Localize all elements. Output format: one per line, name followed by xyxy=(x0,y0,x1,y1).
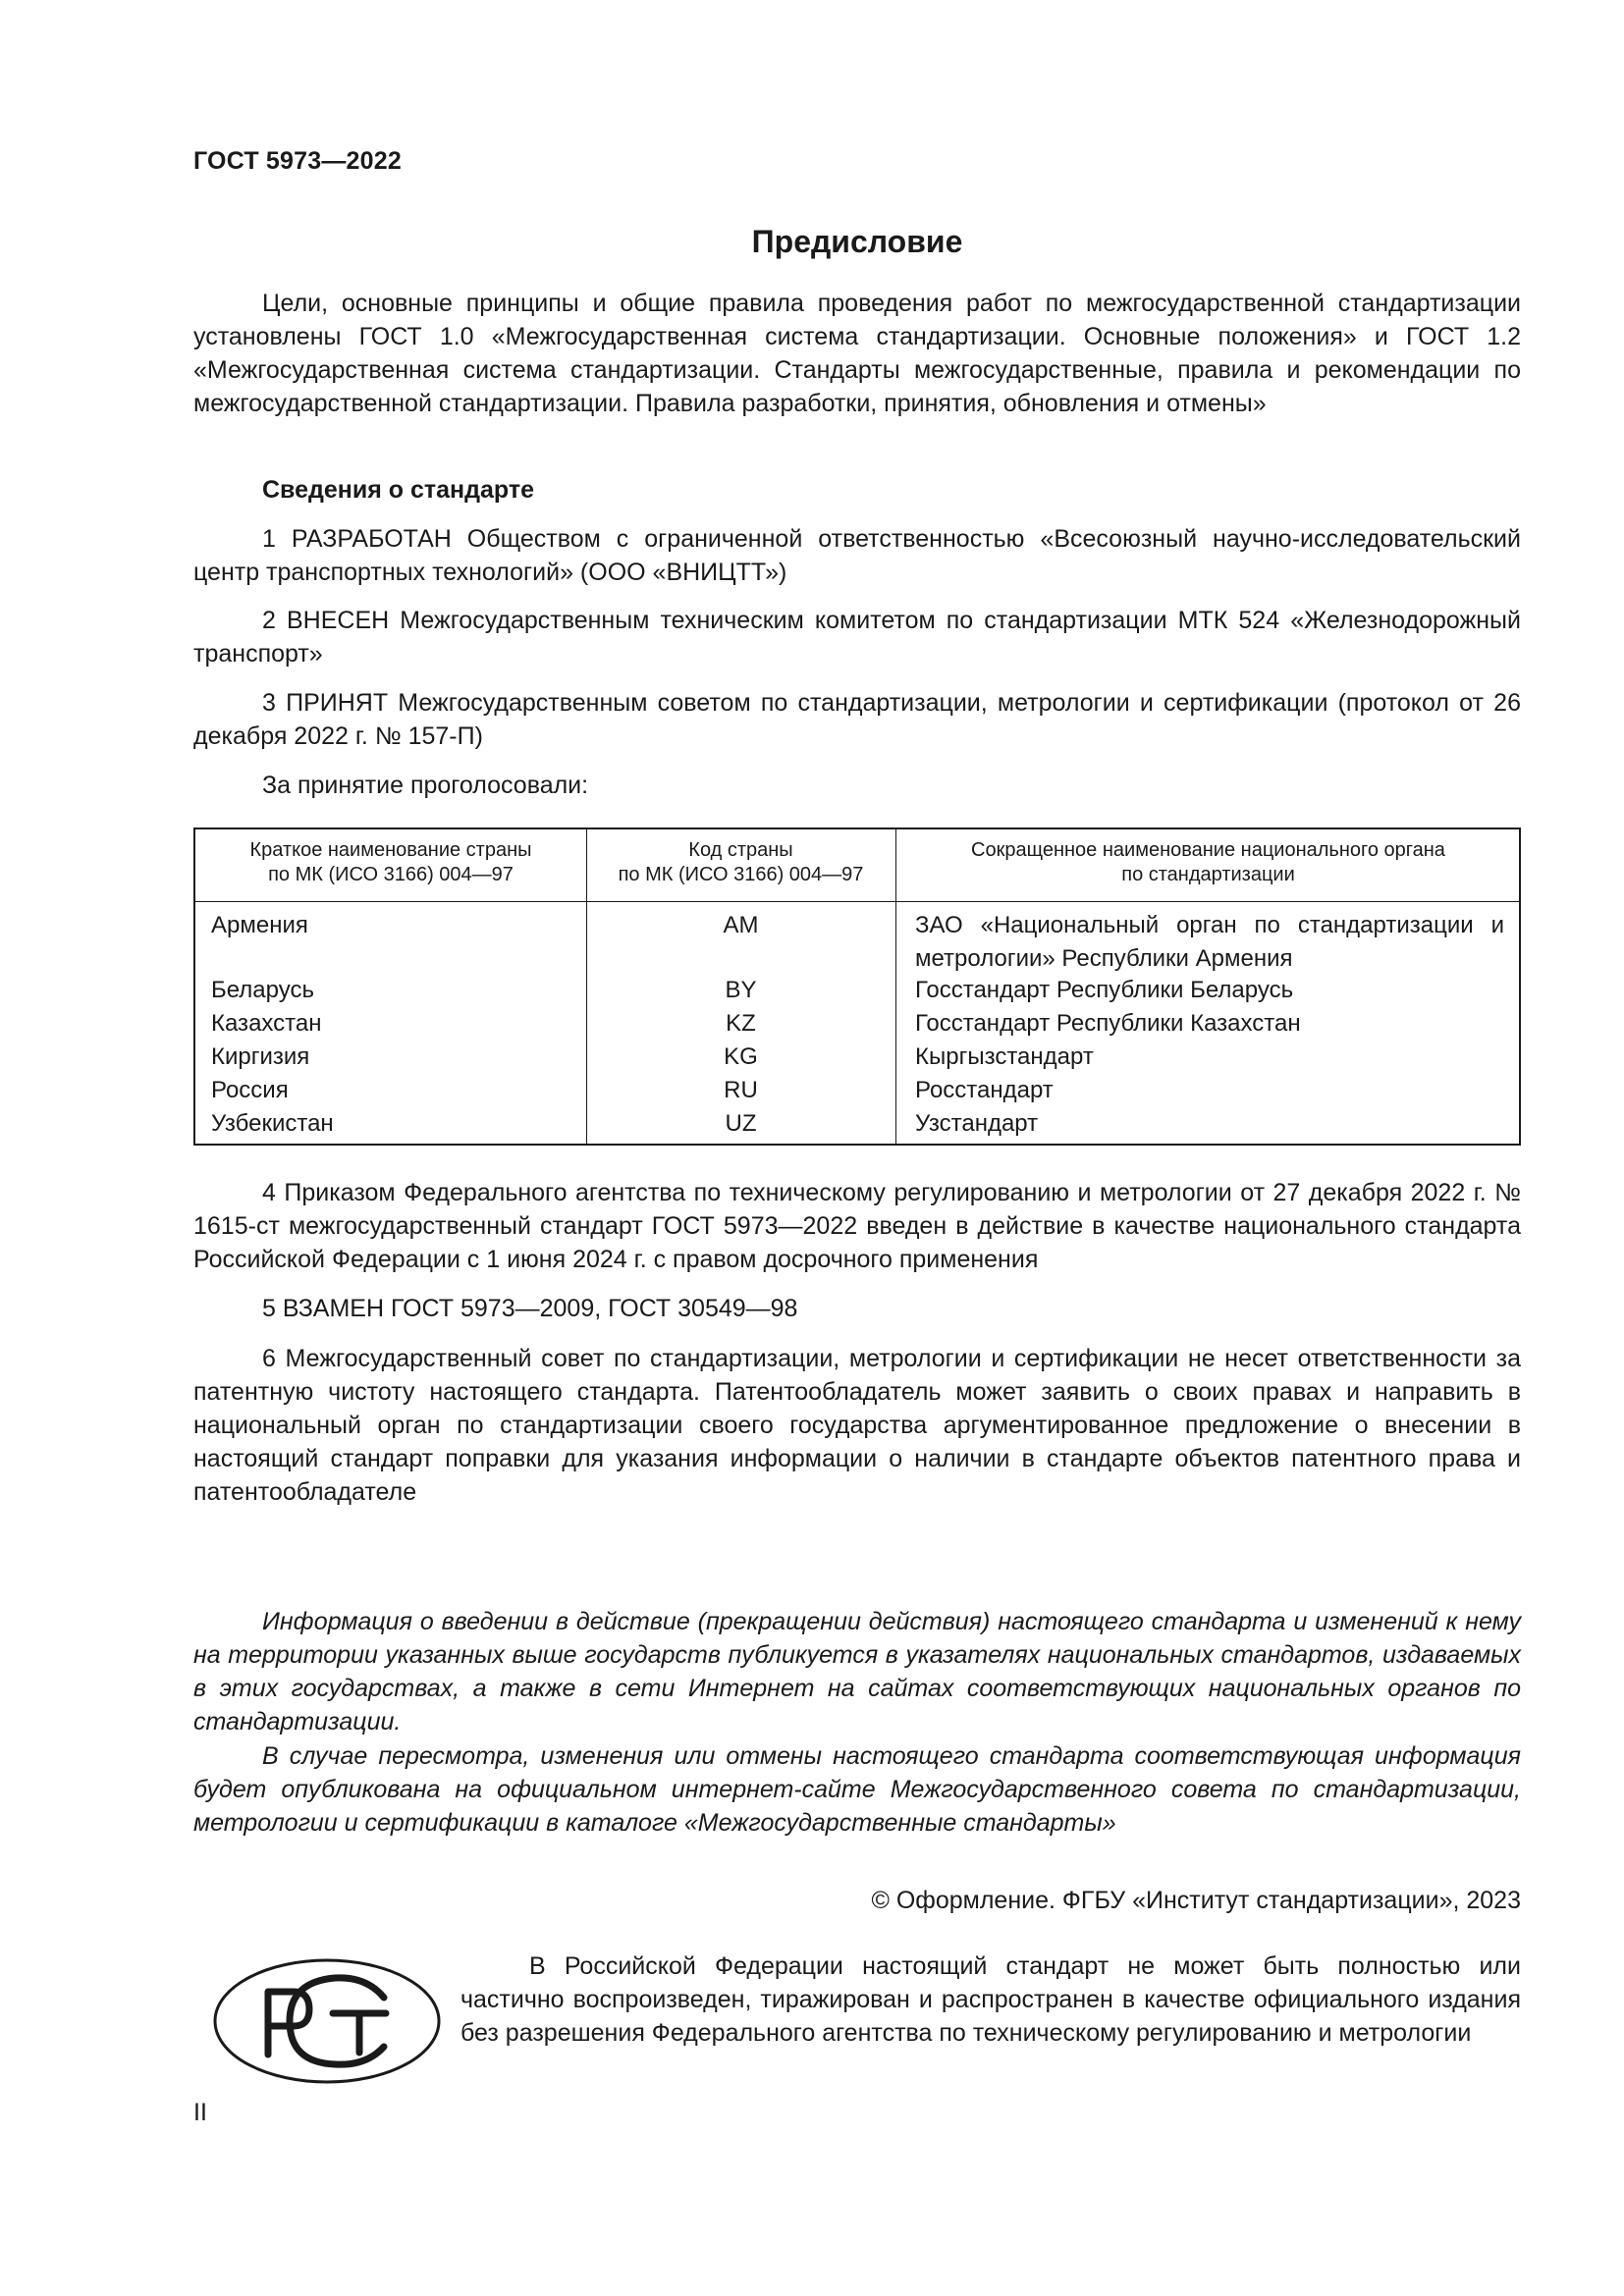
note-information: Информация о введении в действие (прекращении действия) настоящего стандарта и изменений к нему на территории указанных выше государств публикуется в указателях национальных стандартов, издаваемых в этих государствах, а также в сети Интернет на сайтах соответствующих национальных органов по стандартизации. xyxy=(193,1608,1521,1735)
rst-logo-icon xyxy=(211,1956,443,2086)
item-patent: 6 Межгосударственный совет по стандартизации, метрологии и сертификации не несет ответственности за патентную чистоту настоящего стандарта. Патентообладатель может заявить о своих правах и направить в национальный орган по стандартизации своего государства аргументированное предложение о внесении в настоящий стандарт поправки для указания информации о наличии в стандарте объектов патентного права и патентообладателе xyxy=(193,1345,1521,1506)
table-cell-country: Беларусь xyxy=(211,977,314,1003)
countries-table xyxy=(193,828,1521,1146)
header-line: Код страны xyxy=(688,839,793,861)
header-line: Краткое наименование страны xyxy=(249,839,532,861)
table-header-code xyxy=(586,838,895,887)
table-cell-country: Киргизия xyxy=(211,1043,310,1070)
item-adopted: 3 ПРИНЯТ Межгосударственным советом по стандартизации, метрологии и сертификации (протокол от 26 декабря 2022 г. № 157-П) xyxy=(193,689,1521,750)
item-introduced: 2 ВНЕСЕН Межгосударственным техническим комитетом по стандартизации МТК 524 «Железнодорожный транспорт» xyxy=(193,607,1521,667)
item-replaces: 5 ВЗАМЕН ГОСТ 5973—2009, ГОСТ 30549—98 xyxy=(262,1295,798,1322)
table-cell-country: Узбекистан xyxy=(211,1110,334,1137)
table-cell-code: KG xyxy=(724,1043,758,1070)
table-cell-body: Узстандарт xyxy=(915,1110,1039,1137)
table-cell-body: Госстандарт Республики Казахстан xyxy=(915,1010,1301,1037)
note-revision: В случае пересмотра, изменения или отмены настоящего стандарта соответствующая информация будет опубликована на официальном интернет-сайте Межгосударственного совета по стандартизации, метрологии и сертификации в каталоге «Межгосударственные стандарты» xyxy=(193,1742,1521,1837)
table-cell-code: RU xyxy=(724,1077,758,1103)
table-cell-body: ЗАО «Национальный орган по стандартизации и метрологии» Республики Армения xyxy=(915,912,1504,972)
header-line: по стандартизации xyxy=(1121,864,1295,885)
page-title: Предисловие xyxy=(751,224,963,259)
copyright-line: © Оформление. ФГБУ «Институт стандартизации», 2023 xyxy=(871,1887,1521,1914)
header-line: по МК (ИСО 3166) 004—97 xyxy=(268,864,514,885)
table-cell-body: Росстандарт xyxy=(915,1077,1054,1103)
table-header-country xyxy=(195,838,586,887)
table-cell-code: UZ xyxy=(725,1110,757,1137)
item-developed: 1 РАЗРАБОТАН Обществом с ограниченной ответственностью «Всесоюзный научно-исследовательский центр транспортных технологий» (ООО «ВНИЦТТ») xyxy=(193,525,1521,586)
section-heading: Сведения о стандарте xyxy=(262,476,535,504)
intro-paragraph: Цели, основные принципы и общие правила проведения работ по межгосударственной стандартизации установлены ГОСТ 1.0 «Межгосударственная система стандартизации. Основные положения» и ГОСТ 1.2 «Межгосударственная система стандартизации. Стандарты межгосударственные, правила и рекомендации по межгосударственной стандартизации. Правила разработки, принятия, обновления и отмены» xyxy=(193,290,1521,417)
table-cell-code: AM xyxy=(723,912,759,938)
table-cell-body: Кыргызстандарт xyxy=(915,1043,1094,1070)
table-cell-country: Россия xyxy=(211,1077,289,1103)
document-id: ГОСТ 5973—2022 xyxy=(193,147,402,175)
document-page xyxy=(193,0,1521,2296)
table-cell-country: Казахстан xyxy=(211,1010,322,1037)
header-line: Сокращенное наименование национального органа xyxy=(971,839,1445,861)
table-cell-body: Госстандарт Республики Беларусь xyxy=(915,977,1294,1003)
item-order: 4 Приказом Федерального агентства по техническому регулированию и метрологии от 27 декабря 2022 г. № 1615-ст межгосударственный стандарт ГОСТ 5973—2022 введен в действие в качестве национального стандарта Российской Федерации с 1 июня 2024 г. с правом досрочного применения xyxy=(193,1179,1521,1273)
header-line: по МК (ИСО 3166) 004—97 xyxy=(618,864,864,885)
voted-label: За принятие проголосовали: xyxy=(262,772,589,799)
table-header-divider xyxy=(195,901,1519,902)
page-number: II xyxy=(193,2099,207,2126)
table-cell-code: KZ xyxy=(726,1010,756,1037)
rights-notice: В Российской Федерации настоящий стандарт не может быть полностью или частично воспроизведен, тиражирован и распространен в качестве официального издания без разрешения Федерального агентства по техническому регулированию и метрологии xyxy=(460,1952,1521,2047)
table-header-body xyxy=(895,838,1521,887)
table-cell-country: Армения xyxy=(211,912,308,938)
table-cell-code: BY xyxy=(725,977,757,1003)
